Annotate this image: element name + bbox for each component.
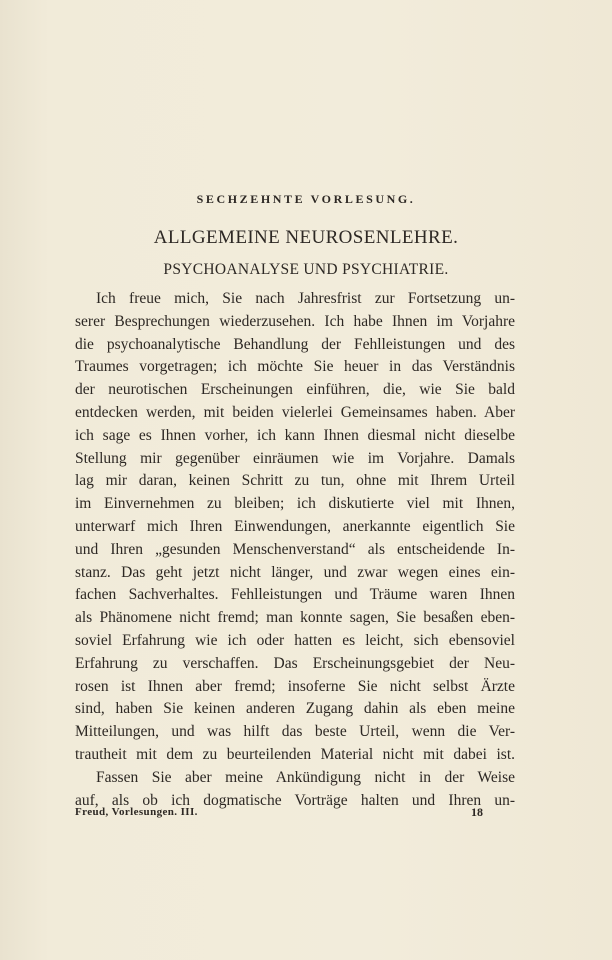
text-line: serer Besprechungen wiederzusehen. Ich habe Ihnen im Vorjahre [75, 312, 515, 330]
chapter-subtitle: PSYCHOANALYSE UND PSYCHIATRIE. [163, 261, 449, 278]
text-line: trautheit mit dem zu beurteilenden Material nicht mit dabei ist. [75, 745, 515, 763]
sheet-number: 18 [471, 805, 483, 819]
text-line: Traumes vorgetragen; ich möchte Sie heuer in das Verständnis [75, 358, 515, 376]
chapter-title: ALLGEMEINE NEUROSENLEHRE. [153, 227, 459, 248]
text-line: sind, haben Sie keinen anderen Zugang dahin als eben meine [75, 700, 515, 718]
text-line: der neurotischen Erscheinungen einführen, die, wie Sie bald [75, 381, 515, 399]
text-line: auf, als ob ich dogmatische Vorträge halten und Ihren un- [75, 791, 515, 809]
text-line: und Ihren „gesunden Menschenverstand“ als entscheidende In- [75, 540, 515, 558]
text-line: stanz. Das geht jetzt nicht länger, und zwar wegen eines ein- [75, 563, 515, 581]
text-line: Ich freue mich, Sie nach Jahresfrist zur Fortsetzung un- [96, 290, 515, 307]
text-line: Fassen Sie aber meine Ankündigung nicht in der Weise [96, 768, 515, 786]
text-line: unterwarf mich Ihren Einwendungen, anerkannte eigentlich Sie [75, 517, 515, 535]
text-line: als Phänomene nicht fremd; man konnte sagen, Sie besaßen eben- [75, 609, 515, 627]
chapter-heading: SECHZEHNTE VORLESUNG. [196, 192, 416, 206]
body-text [75, 288, 515, 812]
text-line: entdecken werden, mit beiden vielerlei Gemeinsames haben. Aber [75, 403, 515, 421]
text-line: fachen Sachverhaltes. Fehlleistungen und Träume waren Ihnen [75, 586, 515, 604]
text-line: im Einvernehmen zu bleiben; ich diskutierte viel mit Ihnen, [75, 495, 515, 513]
text-line: ich sage es Ihnen vorher, ich kann Ihnen diesmal nicht dieselbe [75, 426, 515, 444]
text-line: rosen ist Ihnen aber fremd; insoferne Sie nicht selbst Ärzte [75, 677, 515, 695]
text-line: die psychoanalytische Behandlung der Fehlleistungen und des [75, 335, 515, 353]
printer-signature: Freud, Vorlesungen. III. [75, 806, 198, 818]
text-line: lag mir daran, keinen Schritt zu tun, ohne mit Ihrem Urteil [75, 472, 515, 490]
text-line: Stellung mir gegenüber einräumen wie im Vorjahre. Damals [75, 449, 515, 467]
text-line: Mitteilungen, und was hilft das beste Urteil, wenn die Ver- [75, 723, 515, 741]
text-line: soviel Erfahrung wie ich oder hatten es leicht, sich ebensoviel [75, 631, 515, 649]
text-line: Erfahrung zu verschaffen. Das Erscheinungsgebiet der Neu- [75, 654, 515, 672]
